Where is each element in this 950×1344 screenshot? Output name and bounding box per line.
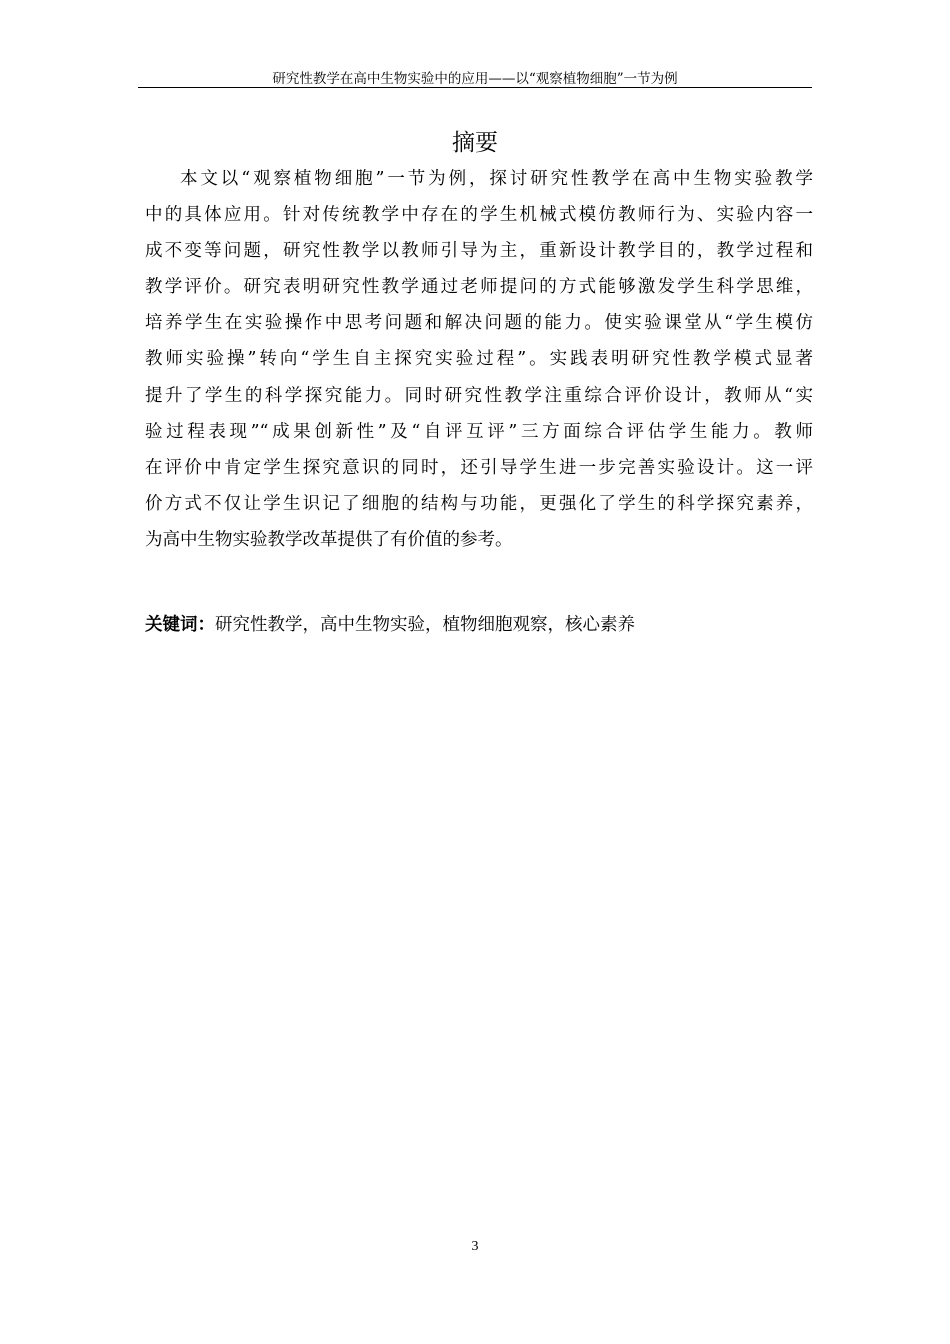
abstract-title: 摘要 <box>452 130 498 156</box>
abstract-line: 验过程表现”“成果创新性”及“自评互评”三方面综合评估学生能力。教师 <box>145 421 813 442</box>
abstract-line: 中的具体应用。针对传统教学中存在的学生机械式模仿教师行为、实验内容一 <box>145 205 813 226</box>
keywords-label: 关键词： <box>145 615 215 635</box>
abstract-line: 成不变等问题，研究性教学以教师引导为主，重新设计教学目的，教学过程和 <box>145 241 813 262</box>
running-header: 研究性教学在高中生物实验中的应用——以“观察植物细胞”一节为例 <box>272 71 678 87</box>
keywords-text: 研究性教学，高中生物实验，植物细胞观察，核心素养 <box>215 615 635 635</box>
abstract-line: 在评价中肯定学生探究意识的同时，还引导学生进一步完善实验设计。这一评 <box>145 457 813 478</box>
abstract-line: 为高中生物实验教学改革提供了有价值的参考。 <box>145 529 513 550</box>
abstract-line: 培养学生在实验操作中思考问题和解决问题的能力。使实验课堂从“学生模仿 <box>145 313 813 334</box>
abstract-line: 教学评价。研究表明研究性教学通过老师提问的方式能够激发学生科学思维， <box>145 277 813 298</box>
abstract-paragraph <box>145 161 813 558</box>
header-divider <box>138 87 812 88</box>
abstract-line: 价方式不仅让学生识记了细胞的结构与功能，更强化了学生的科学探究素养， <box>145 493 813 514</box>
page-number: 3 <box>471 1239 479 1254</box>
abstract-line: 提升了学生的科学探究能力。同时研究性教学注重综合评价设计，教师从“实 <box>145 385 813 406</box>
abstract-line: 本文以“观察植物细胞”一节为例，探讨研究性教学在高中生物实验教学 <box>180 169 813 189</box>
abstract-line: 教师实验操”转向“学生自主探究实验过程”。实践表明研究性教学模式显著 <box>145 349 813 370</box>
keywords <box>145 607 635 643</box>
